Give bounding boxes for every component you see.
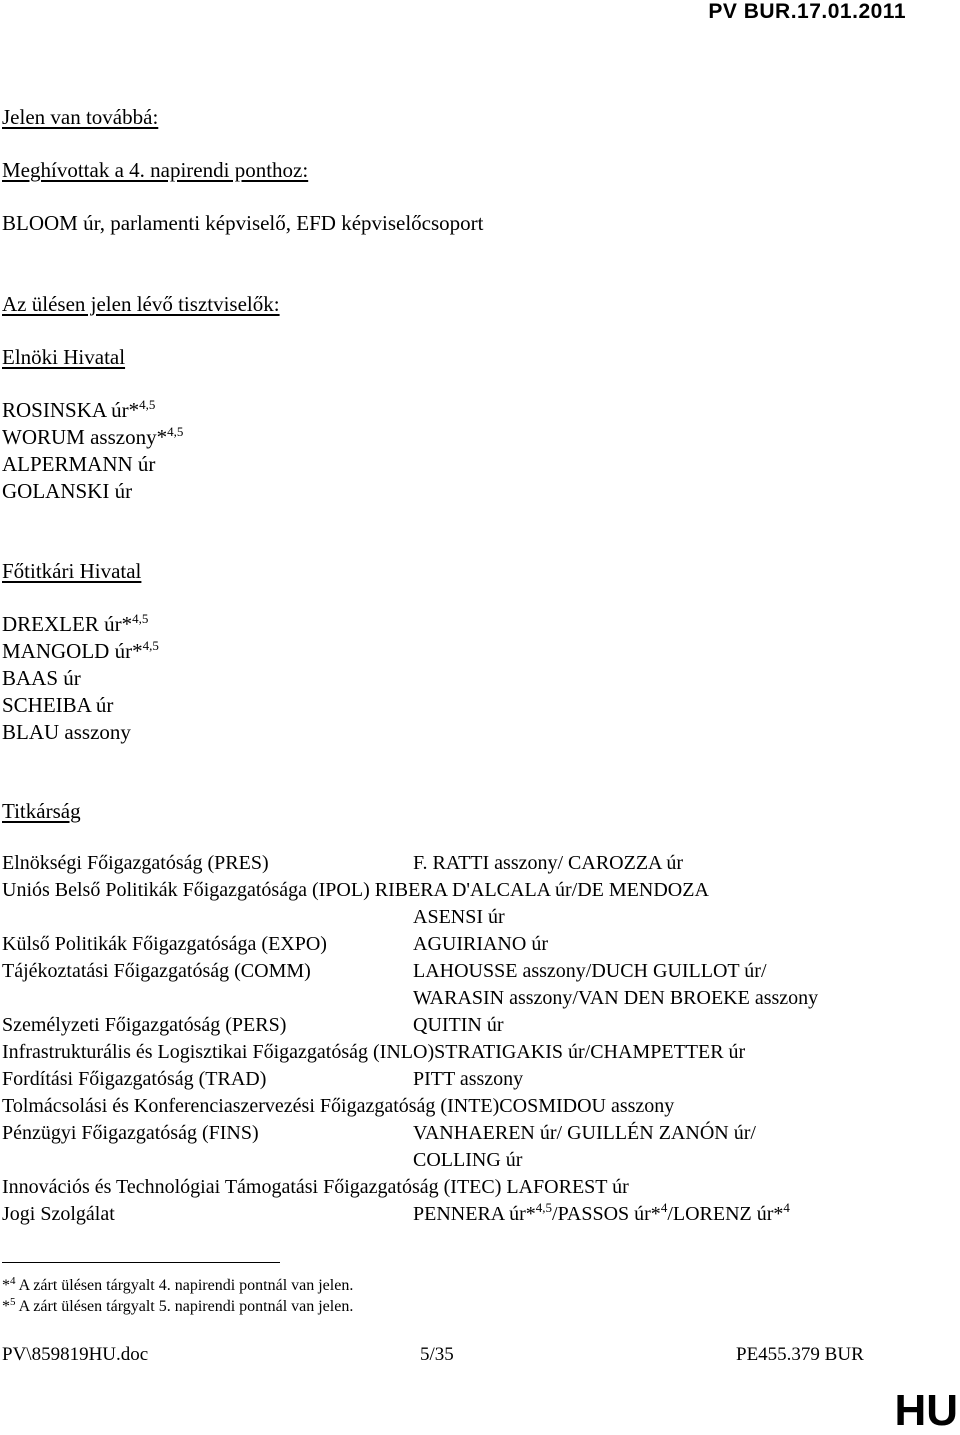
secretariat-row: Személyzeti Főigazgatóság (PERS) QUITIN úr [2,1014,504,1036]
secgen-title: Főtitkári Hivatal [2,559,142,583]
secretariat-row: Pénzügyi Főigazgatóság (FINS) VANHAEREN úr/ GUILLÉN ZANÓN úr/ [2,1122,756,1144]
list-item: GOLANSKI úr [2,479,133,503]
footnote: *$^4$ A zárt ülésen tárgyalt 4. napirendi pontnál van jelen. [2,1275,354,1294]
secretariat-row: Fordítási Főigazgatóság (TRAD) PITT asszony [2,1068,524,1090]
list-item: MANGOLD úr*$^{4,5}$ [2,638,159,663]
officials-label: Az ülésen jelen lévő tisztviselők: [2,292,280,316]
secretariat-row: Uniós Belső Politikák Főigazgatósága (IPOL) RIBERA D'ALCALA úr/DE MENDOZA [2,879,709,901]
invited-label: Meghívottak a 4. napirendi ponthoz: [2,158,309,182]
footnote: *$^5$ A zárt ülésen tárgyalt 5. napirendi pontnál van jelen. [2,1296,354,1315]
secretariat-title: Titkárság [2,799,81,823]
list-item: WORUM asszony*$^{4,5}$ [2,424,184,449]
footer-page-number: 5/35 [420,1344,454,1365]
secretariat-row: Infrastrukturális és Logisztikai Főigazgatóság (INLO)STRATIGAKIS úr/CHAMPETTER úr [2,1041,746,1063]
list-item: BLAU asszony [2,720,131,744]
secretariat-row: Tolmácsolási és Konferenciaszervezési Főigazgatóság (INTE)COSMIDOU asszony [2,1095,675,1117]
document-page: PV BUR.17.01.2011 Jelen van továbbá: Meghívottak a 4. napirendi ponthoz: BLOOM úr, parlamenti képviselő, EFD képviselőcsoport Az ülésen jelen lévő tisztviselők: Elnöki Hivatal ROSINSKA úr*$^{4,5}$ WORUM asszony*$^{4,5}$ ALPERMANN úr GOLANSKI úr Főtitkári Hivatal DREXLER úr*$^{4,5}$ MANGOLD úr*$^{4,5}$ BAAS úr SCHEIBA úr BLAU asszony Titkárság Elnökségi Főigazgatóság (PRES) F. RATTI asszony/ CAROZZA úr Uniós Belső Politikák Főigazgatósága (IPOL) RIBERA D'ALCALA úr/DE MENDOZA ASENSI úr Külső Politikák Főigazgatósága (EXPO) AGUIRIANO úr Tájékoztatási Főigazgatóság (COMM) LAHOUSSE asszony/DUCH GUILLOT úr/ WARASIN asszony/VAN DEN BROEKE asszony Személyzeti Főigazgatóság (PERS) QUITIN úr Infrastrukturális és Logisztikai Főigazgatóság (INLO)STRATIGAKIS úr/CHAMPETTER úr Fordítási Főigazgatóság (TRAD) PITT asszony Tolmácsolási és Konferenciaszervezési Főigazgatóság (INTE)COSMIDOU asszony Pénzügyi Főigazgatóság (FINS) VANHAEREN úr/ GUILLÉN ZANÓN úr/ COLLING úr Innovációs és Technológiai Támogatási Főigazgatóság (ITEC) LAFOREST úr Jogi Szolgálat PENNERA úr*$^{4,5}$/PASSOS úr*$^4$/LORENZ úr*$^4$ *$^4$ A zárt ülésen tárgyalt 4. napirendi pontnál van jelen. *$^5$ A zárt ülésen tárgyalt 5. napirendi pontnál van jelen. PV\859819HU.doc 5/35 PE455.379 BUR HU [2,0,958,1435]
secretariat-row: Innovációs és Technológiai Támogatási Főigazgatóság (ITEC) LAFOREST úr [2,1176,629,1198]
list-item: BAAS úr [2,666,81,690]
present-label: Jelen van továbbá: [2,105,159,129]
list-item: SCHEIBA úr [2,693,114,717]
footer-reference: PE455.379 BUR [736,1344,864,1365]
footer-language-code: HU [894,1386,958,1435]
presidency-list [2,397,183,505]
secretariat-row: Tájékoztatási Főigazgatóság (COMM) LAHOUSSE asszony/DUCH GUILLOT úr/ [2,960,767,982]
secgen-list [2,611,159,746]
list-item: DREXLER úr*$^{4,5}$ [2,611,149,636]
footnote-divider [2,1262,280,1263]
secretariat-row-legal: Jogi Szolgálat PENNERA úr*$^{4,5}$/PASSOS úr*$^4$/LORENZ úr*$^4$ [2,1200,790,1225]
secretariat-row: Elnökségi Főigazgatóság (PRES) F. RATTI asszony/ CAROZZA úr [2,852,684,874]
header-reference: PV BUR.17.01.2011 [708,0,906,23]
secretariat-row: Külső Politikák Főigazgatósága (EXPO) AGUIRIANO úr [2,933,548,955]
footer-doc-name: PV\859819HU.doc [2,1344,149,1365]
presidency-title: Elnöki Hivatal [2,345,126,369]
list-item: ROSINSKA úr*$^{4,5}$ [2,397,156,422]
list-item: ALPERMANN úr [2,452,156,476]
invited-person: BLOOM úr, parlamenti képviselő, EFD képviselőcsoport [2,211,484,235]
